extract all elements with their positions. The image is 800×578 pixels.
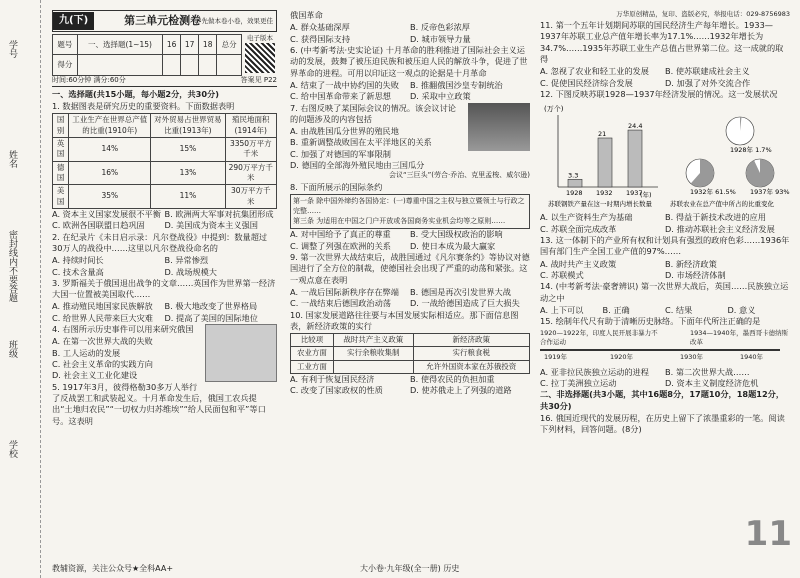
- question-10: 10. 国家发展道路往往要与本国发展实际相适应。那下面信息图表，新经济政策的实行: [290, 309, 519, 331]
- bar-category-label: 1937: [626, 189, 643, 198]
- option-d[interactable]: D. 德国的全部海外殖民地由三国瓜分: [290, 160, 425, 171]
- table-cell: 美国: [53, 185, 69, 209]
- treaty-clause-1: 第一条 除中国外缔约各国协定：(一)尊重中国之主权与独立暨领土与行政之完整……: [293, 197, 525, 215]
- option-b[interactable]: B. 受大国级权政治的影响: [410, 229, 503, 240]
- option-b[interactable]: B. 重新调整战败国在太平洋地区的关系: [290, 137, 432, 148]
- table-header: 国别: [53, 114, 69, 138]
- option-d[interactable]: D. 采取中立政策: [410, 91, 471, 102]
- q15-options: [540, 367, 790, 390]
- option-c[interactable]: C. 技术含量高: [52, 266, 104, 277]
- timeline-tick: 1930年: [680, 352, 704, 361]
- q8-options: [290, 229, 530, 252]
- table-row: [291, 347, 530, 360]
- question-5: 5. 1917年3月，彼得格勒30多万人举行了反战罢工和武装起义。十月革命发生后，俄国工农兵提出“土地归农民”“一切权力归苏维埃”“给人民面包和平”等口号。这表明: [52, 381, 266, 426]
- bar-xlabel: (年): [640, 191, 652, 200]
- question-7: 7. 右图反映了某国际会议的情况。该会议讨论的问题涉及的内容包括: [290, 102, 456, 124]
- option-b[interactable]: B. 推翻俄国沙皇专制统治: [410, 79, 503, 90]
- score-n16: 16: [163, 35, 181, 55]
- option-d[interactable]: D. 加强了对外交流合作: [665, 77, 751, 88]
- option-b[interactable]: B. 新经济政策: [665, 258, 717, 269]
- q5-options: [290, 22, 530, 45]
- score-cell[interactable]: [199, 55, 217, 75]
- footer-ad: 教辅资源，关注公众号★全科AA+: [52, 564, 174, 573]
- table-row: [53, 185, 277, 209]
- option-c[interactable]: C. 苏联全面完成改革: [540, 223, 617, 234]
- bar-category-label: 1928: [566, 189, 583, 198]
- option-c[interactable]: C. 结果: [665, 304, 693, 315]
- table-cell: 13%: [151, 161, 225, 185]
- section-1-title: 一、选择题(共15小题，每小题2分，共30分): [52, 88, 219, 99]
- table-cell: 允许外国资本家在苏俄投资: [413, 360, 529, 373]
- option-a[interactable]: A. 结束了一战中协约国的失败: [290, 79, 399, 90]
- q6-options: [290, 80, 530, 103]
- grade-badge: 九(下): [53, 12, 94, 30]
- table-cell: 16%: [69, 161, 151, 185]
- bar-1937: [628, 130, 642, 187]
- timeline-axis: [540, 349, 780, 351]
- score-total: 总分: [217, 35, 242, 55]
- option-d[interactable]: D. 推动苏联社会主义经济发展: [665, 223, 775, 234]
- question-4: 4. 右图所示历史事件可以用来研究俄国: [52, 324, 194, 335]
- score-row-label: 得分: [53, 55, 78, 75]
- option-a[interactable]: A. 一战后国际新秩序存在弊端: [290, 286, 399, 297]
- bar-value-label: 24.4: [628, 122, 643, 131]
- table-cell: 工业方面: [291, 360, 334, 373]
- unit-header: [52, 10, 277, 32]
- option-a[interactable]: A. 上下可以: [540, 304, 584, 315]
- option-d[interactable]: D. 一战给德国造成了巨大损失: [410, 298, 520, 309]
- student-id-label: 学号: [7, 40, 17, 58]
- table-row: [53, 161, 277, 185]
- score-cell[interactable]: [77, 55, 162, 75]
- copyright-note: 万华原创精品，复印、盗版必究，举报电话：029-8756983: [616, 10, 790, 18]
- pie-label: 1932年 61.5%: [690, 188, 736, 197]
- option-a[interactable]: A. 在第一次世界大战的失败: [52, 336, 153, 347]
- table-q1: [52, 113, 277, 209]
- chart-caption-2: 苏联农业在总产值中所占的比重变化: [670, 200, 774, 209]
- option-a[interactable]: A. 有利于恢复国民经济: [290, 374, 375, 385]
- option-c[interactable]: C. 促使国民经济综合发展: [540, 77, 633, 88]
- table-header: 工业生产在世界总产值的比重(1910年): [69, 114, 151, 138]
- table-header: 比较项: [291, 334, 334, 347]
- bar-1928: [568, 179, 582, 187]
- answer-ref: 答案见 P22: [240, 75, 277, 84]
- table-header: 对外贸易占世界贸易比重(1913年): [151, 114, 225, 138]
- option-d[interactable]: D. 资本主义制度经济危机: [665, 377, 759, 388]
- option-d[interactable]: D. 提高了美国的国际地位: [164, 312, 258, 323]
- option-c[interactable]: C. 给世界人民带来巨大灾难: [52, 312, 153, 323]
- q13-options: [540, 259, 790, 282]
- page-footer: 大小卷·九年级(全一册) 历史: [360, 564, 460, 573]
- option-a[interactable]: A. 推动殖民地国家民族解放: [52, 301, 153, 312]
- table-cell: [333, 360, 413, 373]
- option-d[interactable]: D. 城市领导力量: [410, 33, 471, 44]
- score-table: [52, 34, 242, 76]
- option-b[interactable]: B. 使苏联建成社会主义: [665, 66, 750, 77]
- section-2-title: 二、非选择题(共3小题，其中16题8分，17题10分，18题12分，共30分): [540, 389, 785, 411]
- table-cell: 30万平方千米: [225, 185, 276, 209]
- question-3: 3. 罗斯福关于俄国退出战争的文章……英国作为世界第一经济大国一位置被美国取代……: [52, 277, 276, 300]
- question-13: 13. 这一体制下的产业所有权和计划具有强烈的政府色彩……1936年国有部门生产全国工业产值的97%……: [540, 235, 790, 257]
- option-a[interactable]: A. 亚非拉民族独立运动的进程: [540, 366, 649, 377]
- table-header: 新经济政策: [413, 334, 529, 347]
- chart-caption-1: 苏联钢铁产量在这一时期内增长数量: [548, 200, 652, 209]
- option-b[interactable]: B. 使得农民的负担加重: [410, 374, 495, 385]
- option-a[interactable]: A. 由战胜国瓜分世界的殖民地: [290, 126, 399, 137]
- table-cell: 11%: [151, 185, 225, 209]
- option-b[interactable]: B. 异常惨烈: [164, 255, 209, 266]
- option-c[interactable]: C. 拉丁美洲独立运动: [540, 377, 617, 388]
- time-row: [52, 76, 277, 87]
- question-8: 8. 下面所展示的国际条约: [290, 182, 383, 193]
- school-label: 学校: [7, 440, 17, 458]
- question-2: 2. 在纪录片《未日启示录：凡尔登战役》中提到：数量超过30万人的战役中……这里以凡尔登战役命名的: [52, 231, 268, 253]
- q3-options: [52, 301, 277, 324]
- option-a[interactable]: A. 战时共产主义政策: [540, 258, 617, 269]
- timeline-tick: 1920年: [610, 352, 634, 361]
- option-c[interactable]: C. 调整了列强在欧洲的关系: [290, 240, 391, 251]
- name-label: 姓名: [7, 150, 17, 168]
- table-cell: 35%: [69, 185, 151, 209]
- page-number: 11: [744, 514, 792, 554]
- q10-options: [290, 374, 530, 397]
- conference-photo: [468, 103, 530, 151]
- qr-label: 电子版本: [247, 34, 273, 42]
- option-c[interactable]: C. 给中国革命带来了新思想: [290, 91, 391, 102]
- table-row: [53, 137, 277, 161]
- bar-value-label: 3.3: [568, 171, 579, 180]
- table-cell: 15%: [151, 137, 225, 161]
- timeline-tick: 1940年: [740, 352, 764, 361]
- option-a[interactable]: A. 对中国给予了真正的尊重: [290, 229, 391, 240]
- score-block: [52, 34, 277, 76]
- unit-title: 第三单元检测卷: [124, 14, 202, 28]
- table-cell: 290万平方千米: [225, 161, 276, 185]
- q9-options: [290, 287, 530, 310]
- bar-category-label: 1932: [596, 189, 613, 198]
- table-cell: 14%: [69, 137, 151, 161]
- option-a[interactable]: A. 以生产资料生产为基础: [540, 212, 633, 223]
- option-b[interactable]: B. 反帝色彩浓厚: [410, 22, 470, 33]
- question-9: 9. 第一次世界大战结束后，战胜国通过《凡尔赛条约》等协议对德国进行了全方位的制裁，使德国社会出现了严重的动荡和紧张。这一观点意在表明: [290, 251, 530, 285]
- pie-label: 1937年 93%: [750, 188, 790, 197]
- option-a[interactable]: A. 忽视了农业和轻工业的发展: [540, 66, 649, 77]
- treaty-clause-3: 第三条 为适用在中国之门户开放或各国商务实业机会均等之原则……: [293, 216, 506, 225]
- score-cell[interactable]: [217, 55, 242, 75]
- q12-options: [540, 212, 790, 235]
- column-1: [52, 10, 277, 428]
- option-c[interactable]: C. 改变了国家政权的性质: [290, 385, 383, 396]
- score-cell[interactable]: [163, 55, 181, 75]
- q5-continued: 俄国革命: [290, 10, 323, 20]
- option-a[interactable]: A. 资本主义国家发展很不平衡: [52, 208, 161, 219]
- table-row: [291, 360, 530, 373]
- time-limit: 时间:60分钟 满分:60分: [52, 75, 126, 84]
- timeline-tick: 1919年: [544, 352, 568, 361]
- pie-label: 1928年 1.7%: [730, 146, 772, 155]
- timeline-note-2: 1934—1940年，墨西哥卡德纳斯改革: [690, 328, 789, 346]
- option-d[interactable]: D. 使苏俄走上了列强的道路: [410, 385, 512, 396]
- column-2: [290, 10, 530, 397]
- score-n17: 17: [181, 35, 199, 55]
- q12-chart: [540, 101, 790, 209]
- q14-options: [540, 305, 790, 316]
- q11-options: [540, 66, 790, 89]
- score-sec1: 一、选择题(1~15): [77, 35, 162, 55]
- question-15: 15. 绘制年代尺有助于清晰历史脉络。下面年代所注正确的是: [540, 316, 761, 327]
- option-d[interactable]: D. 社会主义工业化建设: [52, 370, 138, 381]
- photo-caption: 会议“三巨头”(劳合·乔治、克里孟梭、威尔逊): [389, 171, 530, 180]
- question-6: 6. (中考新考法·史实论证) 十月革命的胜利推进了国际社会主义运动的发展，鼓舞了被压迫民族和被压迫人民的解放斗争，促进了世界革命的进程。可用以印证这一观点的论据是十月革命: [290, 44, 528, 78]
- binding-margin: [0, 0, 41, 578]
- bar-value-label: 21: [598, 130, 607, 139]
- option-d[interactable]: D. 市场经济体制: [665, 270, 726, 281]
- table-cell: 实行粮食税: [413, 347, 529, 360]
- bar-1932: [598, 138, 612, 187]
- option-b[interactable]: B. 得益于新技术改进的应用: [665, 212, 766, 223]
- option-b[interactable]: B. 正确: [602, 304, 630, 315]
- score-cell[interactable]: [181, 55, 199, 75]
- table-q10: [290, 333, 530, 374]
- option-d[interactable]: D. 美国成为资本主义强国: [164, 220, 258, 231]
- table-cell: 3350万平方千米: [225, 137, 276, 161]
- question-1: 1. 数据图表是研究历史的重要资料。下面数据表明: [52, 100, 235, 111]
- table-cell: 德国: [53, 161, 69, 185]
- option-b[interactable]: B. 第二次世界大战……: [665, 366, 750, 377]
- table-header: 战时共产主义政策: [333, 334, 413, 347]
- table-cell: 农业方面: [291, 347, 334, 360]
- option-d[interactable]: D. 战场规模大: [164, 266, 217, 277]
- option-b[interactable]: B. 德国是再次引发世界大战: [410, 286, 511, 297]
- map-figure: [205, 324, 277, 382]
- option-b[interactable]: B. 工人运动的发展: [52, 347, 121, 358]
- pie-slice: [746, 159, 774, 187]
- qr-block: [245, 34, 275, 76]
- option-d[interactable]: D. 意义: [727, 304, 756, 315]
- header-hint: 先做本卷小卷，效果更佳: [201, 16, 273, 25]
- option-c[interactable]: C. 社会主义革命的实践方向: [52, 359, 153, 370]
- table-cell: 实行余粮收集制: [333, 347, 413, 360]
- timeline: [540, 329, 790, 367]
- option-a[interactable]: A. 持续时间长: [52, 255, 104, 266]
- option-c[interactable]: C. 苏联模式: [540, 270, 584, 281]
- option-c[interactable]: C. 获得国际支持: [290, 33, 351, 44]
- table-header: 殖民地面积(1914年): [225, 114, 276, 138]
- q1-options: [52, 209, 277, 232]
- class-label: 班级: [7, 340, 17, 358]
- question-12: 12. 下图反映苏联1928—1937年经济发展的情况。这一发展状况: [540, 88, 778, 99]
- q2-options: [52, 255, 277, 278]
- score-row-label: 题号: [53, 35, 78, 55]
- timeline-note-1: 1920—1922年，印度人民开展非暴力不合作运动: [540, 328, 658, 346]
- bar-ylabel: (万个): [544, 105, 564, 114]
- table-cell: 英国: [53, 137, 69, 161]
- option-c[interactable]: C. 一战结束后德国政治动荡: [290, 298, 391, 309]
- question-16: 16. 俄国近现代的发展历程，在历史上留下了浓墨重彩的一笔。阅读下列材料，回答问题。(8分): [540, 412, 785, 435]
- option-c[interactable]: C. 加强了对德国的军事限制: [290, 148, 391, 159]
- treaty-box: [290, 194, 530, 229]
- option-a[interactable]: A. 群众基础深厚: [290, 22, 350, 33]
- option-b[interactable]: B. 极大地改变了世界格局: [164, 301, 258, 312]
- seal-note: 密封线内不要答题: [7, 230, 17, 302]
- qr-code-icon[interactable]: [245, 43, 275, 73]
- question-11: 11. 第一个五年计划期间苏联的国民经济生产每年增长。1933—1937年苏联工业总产值年增长率为17.1%……1932年增长为34.7%……1935年苏联工业生产总值占世界第二位。这一成就的取得: [540, 19, 784, 64]
- question-14: 14. (中考新考法·豪奢辨识) 第一次世界大战后，英国……民族独立运动之中: [540, 281, 789, 303]
- option-d[interactable]: D. 使日本成为最大赢家: [410, 240, 496, 251]
- score-n18: 18: [199, 35, 217, 55]
- option-c[interactable]: C. 欧洲各国联盟日趋巩固: [52, 220, 145, 231]
- column-3: [540, 10, 790, 436]
- option-b[interactable]: B. 欧洲两大军事对抗集团形成: [164, 208, 274, 219]
